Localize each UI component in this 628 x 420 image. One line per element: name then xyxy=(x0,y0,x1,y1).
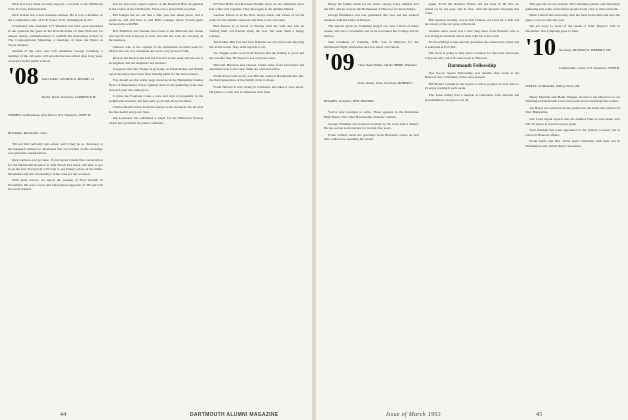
class-heading xyxy=(324,53,419,107)
paragraph: It appears that Our Troupe is growing, as Frank Parker and Jimmy report that they have been busy making plans for the next reunion. xyxy=(108,67,204,76)
paragraph: The speech given by Cushman ringed out over a field of many weeks, and was a wonderful one as he recounted the College and its history. xyxy=(324,24,419,38)
class-officers: Notes Editor, GEORGE A. MOORE, 14 Parker Street, Secretary, LAWRENCE M. SYMMES, 24 Broadway, New York 4, N.Y. Treasurer, JOHN W. HOLMAN, Talcottville, Conn. xyxy=(8,77,97,136)
paragraph: Charles Bedell writes from his station at the Soonuch. We all wish his fine health and good cheer. xyxy=(108,105,204,114)
paragraph: Joe Wiggin sends word from Florida that the fishing is good and the weather fine. He hopes to see everyone soon. xyxy=(209,51,305,60)
paragraph: Jim Scott is going to help plan a reunion for this June and hopes everyone who can will come back to Hanover. xyxy=(424,51,520,60)
page-number: 45 xyxy=(536,412,543,418)
paragraph: Ed Trowbridge writes that his grandson has entered the Army and is stationed at Fort Dix. xyxy=(424,40,520,49)
paragraph: Classmates who attended 'o7's Reunion last June were interested in the opinions the guest in the Bowsill home on their 80th and 1st unique during commencement to publish his interesting lecture in The Congregational Magazine, a marriage of Jesse the Pastor at Tryon, Kansas. xyxy=(8,24,103,47)
paragraph: Dick and Lucy Kent recently enjoyed a vacation at the Millbrook Club, Pocono, Pennsylvania. xyxy=(8,2,103,11)
paragraph: Sam Cushman of Franklin, N.H., was in Hanover for the Dartmouth Night celebration and saw many old friends. xyxy=(324,40,419,49)
paragraph: Frank Gilbert sends his greetings from Honolulu where he and Mrs. Gilbert are spending the winter. xyxy=(324,132,419,142)
right-page-columns xyxy=(324,2,620,406)
paragraph: Bill Spencer recently was in this famous old town for a visit and met many of the old gang at the hotel. xyxy=(424,17,520,27)
paragraph: Dick Lamson and get here. If you haven't made that conversation for the Dartmouth Reunion at Vale Beach Inn, there still time to get in on the fun. Everybody will want to see Fanny's place in the White Mountains and the old standbys of the class for the occasion. xyxy=(8,157,103,176)
right-column-1 xyxy=(324,2,419,406)
paragraph: With great sorrow, we report the passing of Fred Wardell in November. He was a loyal and big-hearted supporter of '08 and will be sorely missed. xyxy=(8,178,103,192)
paragraph: Hank Cottrell has been busy with his farm in the hills and says the apple crop was fine this year. xyxy=(525,13,621,22)
issue-date: Issue of March 1953 xyxy=(386,412,441,418)
paragraph: Ted Parker, Bill Fox and Jack Wheeler are all retired and enjoying life in the south. They send regards to all. xyxy=(209,40,305,49)
section-subheading: Dartmouth Fellowship xyxy=(447,63,497,69)
paragraph: George Williams was honored recently by his town with a dinner. He has served as moderator for twenty-five years. xyxy=(324,121,419,131)
paragraph: Ed West Heinz and Rowland Wright, since we are reminded, have had a fine visit together. They met again at the Alumni Dinner. xyxy=(209,2,305,11)
right-column-3 xyxy=(525,2,620,406)
paragraph: Gardner Moore is in his New Jersey ranch, but writes of all his plans for the summer reunions and time at the old camp. xyxy=(209,13,305,22)
paragraph: Frank Rowe tells us his son Bill has entered Dartmouth this fall, the third generation of the family at the College. xyxy=(209,73,305,83)
paragraph: Bill Knight has let out that a fine year has taken place, and it seems he will still have to pull Bill's younger ranch. Fourth game Jacksonville with Bill. xyxy=(108,13,204,27)
right-column-2 xyxy=(425,2,520,406)
paragraph: Henry Mitchell and 'Hank' Wagner, elected to the Directors of our Washington Dartmouth Club, have held several meetings this winter. xyxy=(525,94,621,104)
paragraph: Johnson who is the captain of the Dartmouth football team for 1932 is the son of a classmate and we're very proud of him. xyxy=(108,44,204,54)
class-officers: Secretary, RUSSELL E. MERRITT, 336 Calhoun Rd., Chase, N.Y. Treasurer, JOHN R. STEELE, 63 Road Rd., Kittery Point, Me. xyxy=(525,47,620,88)
class-year: '09 xyxy=(324,53,355,77)
class-officers: Class Notes Editor, JACK CHERE, Plummer Trail, Sutton, Ohio. Secretary, ROBERT J. HOLMES, Treasurer, NEW HOLMES. xyxy=(324,63,417,104)
left-column-1 xyxy=(8,2,103,406)
class-heading xyxy=(8,67,103,139)
paragraph: Hartwell Harrison and Chester Cutler write from Cleveland and send their best to the class. Both are well and active. xyxy=(209,62,305,72)
class-year: '10 xyxy=(525,37,557,61)
paragraph: Jim Lawrence has published a paper for the Historical Society which has got much favorable comment. xyxy=(108,116,204,126)
paragraph: We are sorry to learn of the death of John Thayer's wife in December. Our sympathy goes to John. xyxy=(525,24,621,33)
paragraph: Alumni of the class who will remember George Coleman, a member of the old team, will note that he has retired after forty years of service in the public schools. xyxy=(8,49,103,63)
paragraph: Dick Searles has a new business address. He is now a member of the Continental Club, 1612 K Street, N.W., Washington 6, D.C. xyxy=(8,13,103,22)
paragraph: Ben Reeves is to travel to Europe with his wife and will be visiting their old friends along the way. We wish them a happy journey. xyxy=(209,24,305,38)
paragraph: Our Class Agent reports that the Alumni Fund is well under way and '10 hopes to reach its quota again. xyxy=(525,116,621,126)
paragraph: Dick in the Boston has had his forward in the team and his son is an engineer and his daughters are teachers. xyxy=(108,55,204,65)
paragraph: Henry the family heads for the north country every summer and the Mrs. and he were in the Homestead at Hanover for the holidays. xyxy=(324,2,419,11)
paragraph: Frank Tuttle and Mrs. Tuttle spent Christmas with their son in Washington and visited many classmates. xyxy=(525,139,621,148)
paragraph: Joe Hayes has retired from his position in the bank and will live in New Hampshire. xyxy=(525,105,621,115)
page-number: 44 xyxy=(60,412,67,418)
paragraph: Bob Hamilton and Jeannie have been to the Midwest this winter and reports that everyone is well, and that the sons are carrying on the business. xyxy=(108,28,204,43)
left-page-columns xyxy=(8,2,304,406)
paragraph: Another news event was a nice long letter from Plaisted, who is now living in Vermont and is busy with his town work. xyxy=(424,28,520,38)
paragraph: and we also have expect reports of the Baseball Hall recognition in the corner of the Old Ranch. There was a grand time recalled. xyxy=(108,2,204,11)
paragraph: You've sure nowhere to write. These appears in the Pembroke High Times 'Our Chief Honourable Citizens' column. xyxy=(324,110,419,119)
magazine-title: DARTMOUTH ALUMNI MAGAZINE xyxy=(190,412,279,418)
left-column-3 xyxy=(209,2,304,406)
paragraph: Our Soccer Sports Fellowship was another fine event at the Hanover Inn, with many of the class present. xyxy=(424,70,520,80)
paragraph: Walt Kimball has been appointed to the Library Council and is active in Hanover affairs. xyxy=(525,128,621,137)
paragraph: 'I'm sad that verbosity rule exists,' and it may be so. Secretary at his inaugural address in developed that an accident on the exchange was given his consideration. xyxy=(8,142,103,156)
class-heading xyxy=(525,38,620,92)
left-column-2 xyxy=(109,2,204,406)
paragraph: It gives me Fourteen cooks a sure and sign of prosperity in the neighborhood lunch. We had some good talk about old times. xyxy=(108,94,204,103)
class-year: '08 xyxy=(8,67,39,91)
left-page xyxy=(0,0,312,420)
paragraph: The Jones family had a reunion at Christmas with children and grandchildren, twenty-two in all. xyxy=(424,92,520,102)
paragraph: George Plummer's son was graduated this year and has entered business with his father in Boston. xyxy=(324,13,419,22)
paragraph: Frank Harvell is now living in California and likes it very much. He plans to come east for Reunion next June. xyxy=(209,84,305,94)
paragraph: Bill Bond's column in the Globe is still as popular as ever and we all enjoy reading it each week. xyxy=(424,81,520,91)
paragraph: You should see the whole page about us in the Hampshire Sunday News of Manchester. Every summer there is the gathering at the lake and each year the ranks grow. xyxy=(108,78,204,92)
right-page xyxy=(316,0,628,420)
paragraph: again. 'From the Nation's Vision.' All the class of '09 who are pulled on by the past, and its fine, with the pleasant thoughts that come. xyxy=(424,2,520,16)
paragraph: This gets the record straight. The Christmas parties and Saturday's gathering had some of the finest people in the class to meet and talk. xyxy=(525,2,621,11)
